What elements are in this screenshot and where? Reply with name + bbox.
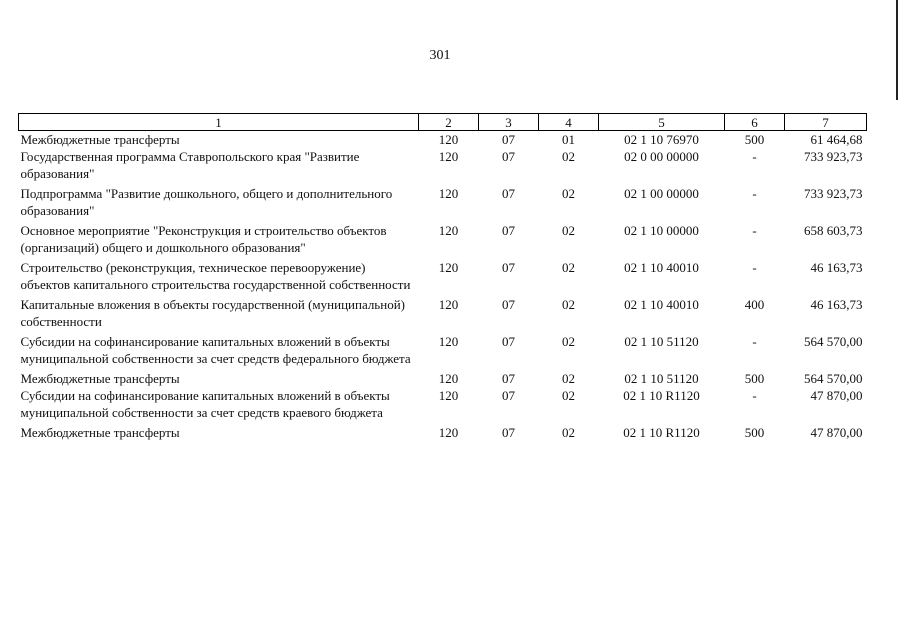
column-header: 2 bbox=[419, 114, 479, 131]
row-code-6: 500 bbox=[744, 132, 765, 147]
row-amount: 564 570,00 bbox=[804, 334, 863, 349]
table-row bbox=[19, 259, 867, 296]
row-code-4: 02 bbox=[562, 425, 575, 440]
row-code-5: 02 1 10 R1120 bbox=[623, 388, 700, 403]
row-code-4: 02 bbox=[562, 371, 575, 386]
table-row bbox=[19, 387, 867, 424]
table-row bbox=[19, 296, 867, 333]
row-code-2: 120 bbox=[438, 186, 459, 201]
row-code-3: 07 bbox=[502, 297, 515, 312]
row-description: Основное мероприятие "Реконструкция и строительство объектов (организаций) общего и дошкольного образования" bbox=[20, 223, 387, 255]
row-code-2: 120 bbox=[438, 334, 459, 349]
row-code-2: 120 bbox=[438, 223, 459, 238]
row-code-2: 120 bbox=[438, 425, 459, 440]
row-code-4: 01 bbox=[562, 132, 575, 147]
row-code-4: 02 bbox=[562, 223, 575, 238]
row-amount: 733 923,73 bbox=[804, 149, 863, 164]
row-code-5: 02 1 10 51120 bbox=[624, 334, 699, 349]
row-description: Строительство (реконструкция, техническое перевооружение) объектов капитального строительства государственной собственности bbox=[20, 260, 411, 292]
row-code-4: 02 bbox=[562, 388, 575, 403]
row-code-3: 07 bbox=[502, 425, 515, 440]
row-amount: 61 464,68 bbox=[810, 132, 863, 147]
column-header: 5 bbox=[599, 114, 725, 131]
row-code-5: 02 1 10 76970 bbox=[624, 132, 699, 147]
row-code-3: 07 bbox=[502, 260, 515, 275]
row-code-2: 120 bbox=[438, 388, 459, 403]
row-description: Межбюджетные трансферты bbox=[20, 132, 180, 147]
row-description: Межбюджетные трансферты bbox=[20, 371, 180, 386]
row-code-2: 120 bbox=[438, 149, 459, 164]
row-code-5: 02 1 10 R1120 bbox=[623, 425, 700, 440]
row-description: Субсидии на софинансирование капитальных вложений в объекты муниципальной собственности за счет средств краевого бюджета bbox=[20, 388, 390, 420]
row-code-4: 02 bbox=[562, 260, 575, 275]
row-code-3: 07 bbox=[502, 223, 515, 238]
row-code-5: 02 1 10 40010 bbox=[624, 297, 699, 312]
page-number: 301 bbox=[429, 48, 451, 63]
table-row bbox=[19, 185, 867, 222]
row-code-4: 02 bbox=[562, 186, 575, 201]
table-row bbox=[19, 333, 867, 370]
row-code-3: 07 bbox=[502, 132, 515, 147]
row-description: Подпрограмма "Развитие дошкольного, общего и дополнительного образования" bbox=[20, 186, 393, 218]
row-amount: 47 870,00 bbox=[810, 425, 863, 440]
row-amount: 47 870,00 bbox=[810, 388, 863, 403]
table-row bbox=[19, 148, 867, 185]
row-code-4: 02 bbox=[562, 297, 575, 312]
row-code-4: 02 bbox=[562, 149, 575, 164]
table-row bbox=[19, 370, 867, 387]
row-code-6: - bbox=[752, 186, 757, 201]
row-code-3: 07 bbox=[502, 149, 515, 164]
row-amount: 46 163,73 bbox=[810, 297, 863, 312]
row-code-2: 120 bbox=[438, 260, 459, 275]
row-code-3: 07 bbox=[502, 371, 515, 386]
row-code-6: - bbox=[752, 149, 757, 164]
row-description: Межбюджетные трансферты bbox=[20, 425, 180, 440]
row-amount: 733 923,73 bbox=[804, 186, 863, 201]
row-code-6: 400 bbox=[744, 297, 765, 312]
row-code-5: 02 1 10 51120 bbox=[624, 371, 699, 386]
row-code-6: - bbox=[752, 223, 757, 238]
row-code-6: - bbox=[752, 334, 757, 349]
table-row bbox=[19, 424, 867, 444]
row-code-6: - bbox=[752, 260, 757, 275]
row-description: Капитальные вложения в объекты государственной (муниципальной) собственности bbox=[20, 297, 405, 329]
row-amount: 658 603,73 bbox=[804, 223, 863, 238]
page-edge-line bbox=[896, 0, 898, 100]
budget-table bbox=[18, 113, 867, 444]
row-code-6: - bbox=[752, 388, 757, 403]
column-header: 7 bbox=[785, 114, 867, 131]
row-code-5: 02 0 00 00000 bbox=[624, 149, 699, 164]
row-description: Субсидии на софинансирование капитальных вложений в объекты муниципальной собственности за счет средств федерального бюджета bbox=[20, 334, 411, 366]
table-row bbox=[19, 222, 867, 259]
row-code-5: 02 1 10 40010 bbox=[624, 260, 699, 275]
row-code-3: 07 bbox=[502, 334, 515, 349]
row-code-2: 120 bbox=[438, 371, 459, 386]
row-amount: 564 570,00 bbox=[804, 371, 863, 386]
row-code-2: 120 bbox=[438, 132, 459, 147]
column-header: 3 bbox=[479, 114, 539, 131]
row-code-4: 02 bbox=[562, 334, 575, 349]
column-header: 6 bbox=[725, 114, 785, 131]
row-code-6: 500 bbox=[744, 371, 765, 386]
row-code-3: 07 bbox=[502, 388, 515, 403]
column-header: 4 bbox=[539, 114, 599, 131]
row-code-5: 02 1 00 00000 bbox=[624, 186, 699, 201]
column-header: 1 bbox=[19, 114, 419, 131]
table-header-row bbox=[19, 114, 867, 131]
row-code-6: 500 bbox=[744, 425, 765, 440]
row-description: Государственная программа Ставропольского края "Развитие образования" bbox=[20, 149, 360, 181]
row-amount: 46 163,73 bbox=[810, 260, 863, 275]
row-code-5: 02 1 10 00000 bbox=[624, 223, 699, 238]
row-code-3: 07 bbox=[502, 186, 515, 201]
table-row bbox=[19, 131, 867, 149]
row-code-2: 120 bbox=[438, 297, 459, 312]
